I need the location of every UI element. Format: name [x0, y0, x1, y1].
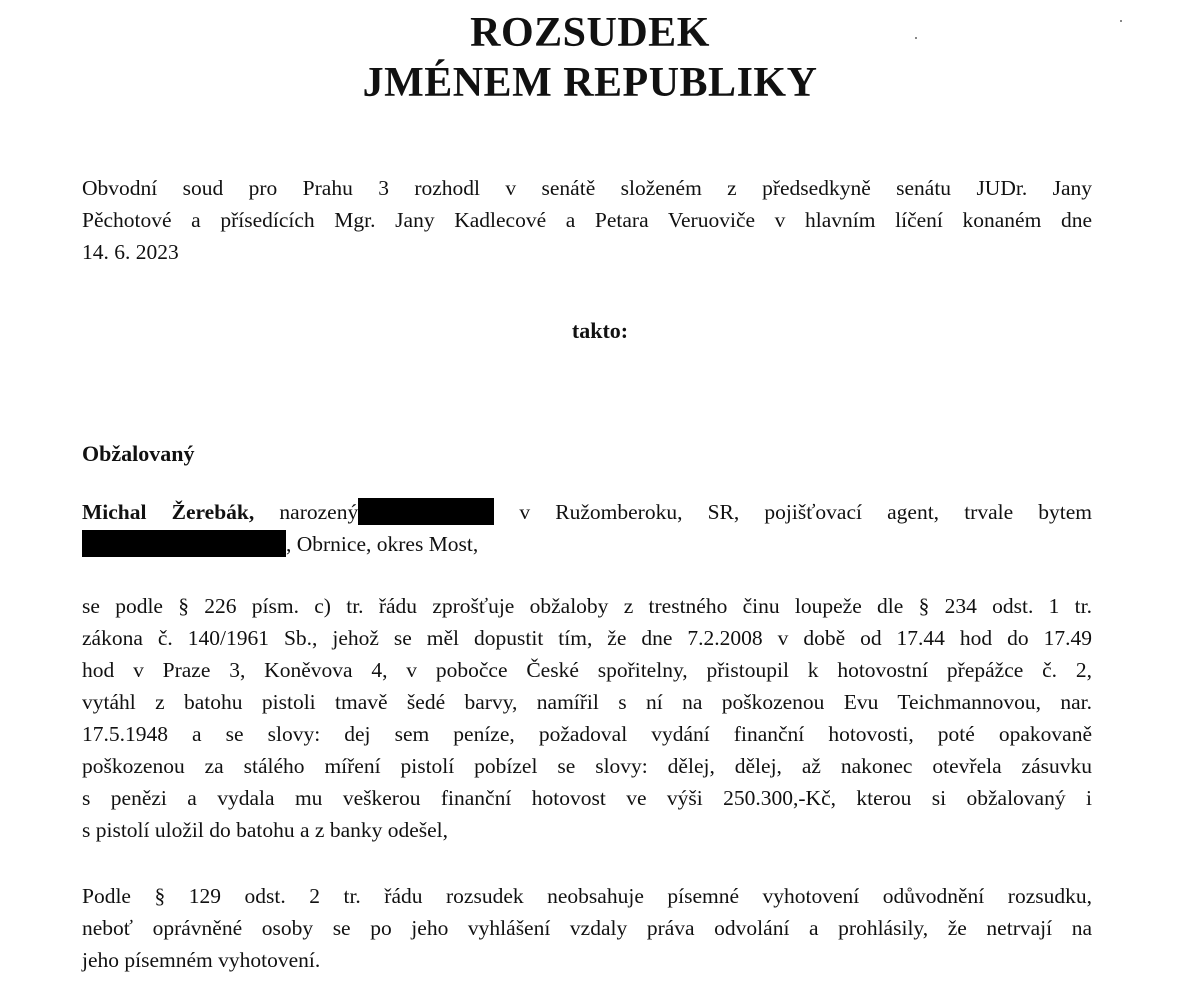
- closing-line: neboť oprávněné osoby se po jeho vyhlášení vzdaly práva odvolání a prohlásily, že netrvají na: [82, 916, 1092, 940]
- scan-speck: [915, 37, 917, 39]
- verdict-line: 17.5.1948 a se slovy: dej sem peníze, požadoval vydání finanční hotovosti, poté opakovaně: [82, 722, 1092, 746]
- verdict-line: vytáhl z batohu pistoli tmavě šedé barvy, namířil s ní na poškozenou Evu Teichmannovou, nar.: [82, 690, 1092, 714]
- address-text: , Obrnice, okres Most,: [286, 532, 479, 556]
- intro-paragraph: [82, 172, 1092, 268]
- accused-line: [82, 528, 1092, 560]
- birth-label: narozený: [279, 500, 359, 524]
- document-subtitle: JMÉNEM REPUBLIKY: [362, 60, 818, 106]
- redacted-address: [82, 530, 286, 557]
- scan-speck: [1120, 20, 1122, 22]
- verdict-line: s pistolí uložil do batohu a z banky odešel,: [82, 818, 449, 842]
- closing-paragraph: [82, 880, 1092, 976]
- verdict-line: s penězi a vydala mu veškerou finanční hotovost ve výši 250.300,-Kč, kterou si obžalovaný i: [82, 786, 1092, 810]
- accused-name: Michal Žerebák,: [82, 500, 255, 524]
- accused-heading: Obžalovaný: [82, 441, 195, 466]
- document-title: ROZSUDEK: [470, 10, 710, 56]
- verdict-line: poškozenou za stálého míření pistolí pobízel se slovy: dělej, dělej, až nakonec otevřela zásuvku: [82, 754, 1092, 778]
- intro-line: Pěchotové a přísedících Mgr. Jany Kadlecové a Petara Veruoviče v hlavním líčení konaném dne: [82, 208, 1092, 232]
- verdict-paragraph: [82, 590, 1092, 846]
- intro-line: 14. 6. 2023: [82, 240, 179, 264]
- takto-label: takto:: [571, 318, 629, 343]
- redacted-birthdate: [358, 498, 494, 525]
- accused-paragraph: [82, 496, 1092, 560]
- closing-line: Podle § 129 odst. 2 tr. řádu rozsudek neobsahuje písemné vyhotovení odůvodnění rozsudku,: [82, 884, 1092, 908]
- closing-line: jeho písemném vyhotovení.: [82, 948, 321, 972]
- accused-line: [82, 496, 1092, 528]
- verdict-line: hod v Praze 3, Koněvova 4, v pobočce České spořitelny, přistoupil k hotovostní přepážce č. 2,: [82, 658, 1092, 682]
- verdict-line: zákona č. 140/1961 Sb., jehož se měl dopustit tím, že dne 7.2.2008 v době od 17.44 hod do 17.49: [82, 626, 1092, 650]
- verdict-line: se podle § 226 písm. c) tr. řádu zprošťuje obžaloby z trestného činu loupeže dle § 234 odst. 1 tr.: [82, 594, 1092, 618]
- birthplace-text: v Ružomberoku, SR, pojišťovací agent, trvale bytem: [519, 500, 1093, 524]
- intro-line: Obvodní soud pro Prahu 3 rozhodl v senátě složeném z předsedkyně senátu JUDr. Jany: [82, 176, 1092, 200]
